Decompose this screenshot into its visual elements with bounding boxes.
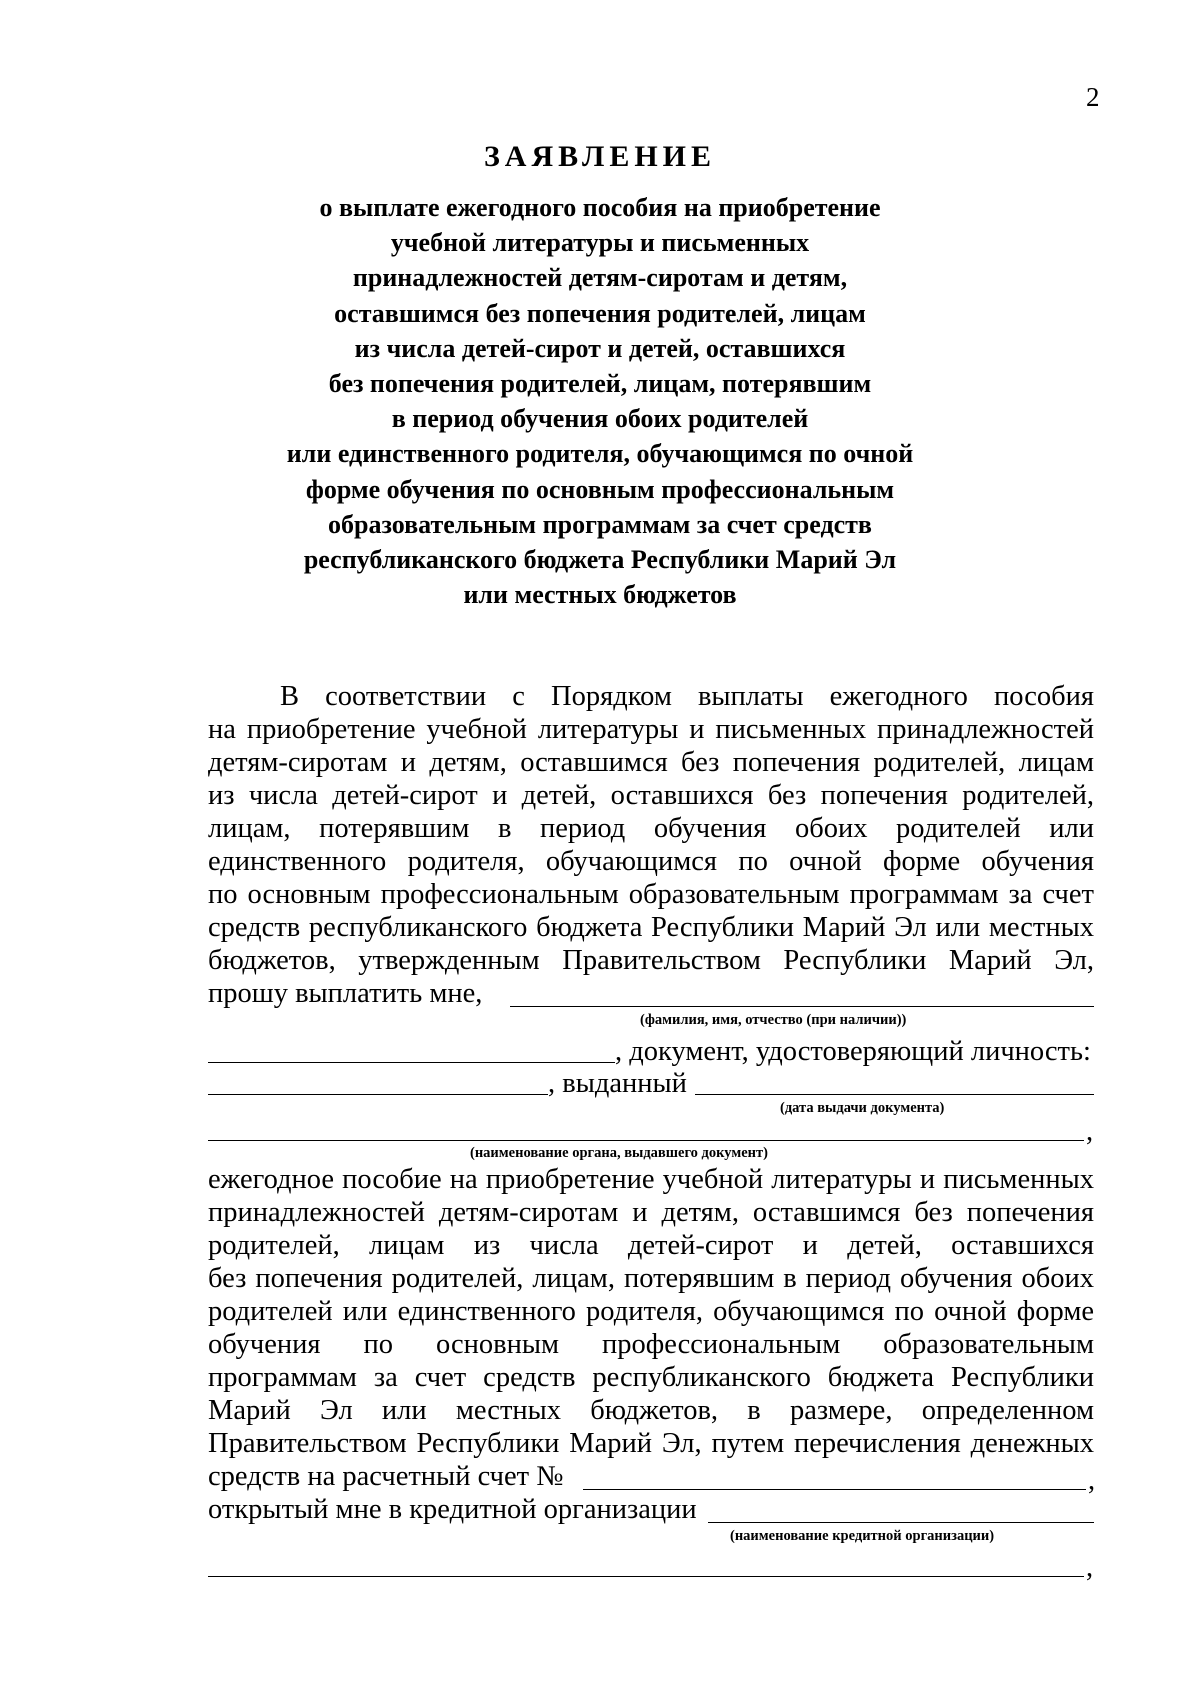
bank-name-field[interactable] xyxy=(708,1522,1094,1523)
identity-document-field[interactable] xyxy=(208,1062,615,1063)
account-prefix: средств на расчетный счет № xyxy=(208,1461,564,1492)
issuing-authority-field[interactable] xyxy=(208,1140,1084,1141)
issue-date-caption: (дата выдачи документа) xyxy=(780,1100,945,1116)
paragraph-line: на приобретение учебной литературы и письменных принадлежностей xyxy=(208,714,1094,745)
paragraph-line: детям-сиротам и детям, оставшимся без попечения родителей, лицам xyxy=(208,747,1094,778)
bank-prefix: открытый мне в кредитной организации xyxy=(208,1494,697,1525)
document-title: ЗАЯВЛЕНИЕ xyxy=(483,140,717,173)
document-subtitle xyxy=(0,190,1200,612)
document-number-field[interactable] xyxy=(208,1094,548,1095)
subtitle-line: без попечения родителей, лицам, потерявшим xyxy=(328,369,872,399)
subtitle-line: образовательным программам за счет средств xyxy=(328,509,872,539)
request-prefix: прошу выплатить мне, xyxy=(208,978,483,1009)
paragraph-line: из числа детей-сирот и детей, оставшихся без попечения родителей, xyxy=(208,780,1094,811)
subtitle-line: учебной литературы и письменных xyxy=(390,228,810,258)
paragraph-line: ежегодное пособие на приобретение учебной литературы и письменных xyxy=(208,1164,1094,1195)
subtitle-line: или местных бюджетов xyxy=(463,580,737,610)
subtitle-line: принадлежностей детям-сиротам и детям, xyxy=(352,263,848,293)
page-number: 2 xyxy=(1086,82,1100,112)
paragraph-basis xyxy=(208,680,1094,977)
paragraph-line: родителей или единственного родителя, обучающимся по очной форме xyxy=(208,1296,1094,1327)
issue-date-field[interactable] xyxy=(695,1094,1094,1095)
paragraph-line: программам за счет средств республиканского бюджета Республики xyxy=(208,1362,1094,1393)
subtitle-line: в период обучения обоих родителей xyxy=(391,404,809,434)
paragraph-line: Правительством Республики Марий Эл, путем перечисления денежных xyxy=(208,1428,1094,1459)
paragraph-line: обучения по основным профессиональным образовательным xyxy=(208,1329,1094,1360)
account-number-field[interactable] xyxy=(583,1489,1086,1490)
paragraph-line: средств республиканского бюджета Республики Марий Эл или местных xyxy=(208,912,1094,943)
comma: , xyxy=(1086,1552,1094,1583)
subtitle-line: из числа детей-сирот и детей, оставшихся xyxy=(354,333,846,363)
subtitle-line: о выплате ежегодного пособия на приобретение xyxy=(319,193,881,222)
paragraph-line: лицам, потерявшим в период обучения обоих родителей или xyxy=(208,813,1094,844)
identity-document-label: , документ, удостоверяющий личность: xyxy=(615,1036,1091,1067)
subtitle-line: оставшимся без попечения родителей, лицам xyxy=(334,298,866,328)
paragraph-line: по основным профессиональным образовательным программам за счет xyxy=(208,879,1094,910)
paragraph-request xyxy=(208,1163,1094,1460)
paragraph-line: бюджетов, утвержденным Правительством Республики Марий Эл, xyxy=(208,945,1094,976)
paragraph-line: единственного родителя, обучающимся по очной форме обучения xyxy=(208,846,1094,877)
paragraph-line: принадлежностей детям-сиротам и детям, оставшимся без попечения xyxy=(208,1197,1094,1228)
subtitle-line: республиканского бюджета Республики Марий Эл xyxy=(303,545,897,575)
bank-name-continuation-field[interactable] xyxy=(208,1576,1084,1577)
subtitle-line: форме обучения по основным профессиональным xyxy=(305,474,895,504)
comma: , xyxy=(1086,1116,1094,1147)
issuing-authority-caption: (наименование органа, выдавшего документ) xyxy=(470,1145,768,1161)
paragraph-line: без попечения родителей, лицам, потерявшим в период обучения обоих xyxy=(208,1263,1094,1294)
paragraph-line: Марий Эл или местных бюджетов, в размере, определенном xyxy=(208,1395,1094,1426)
full-name-field[interactable] xyxy=(510,1006,1094,1007)
issued-label: , выданный xyxy=(548,1068,687,1099)
full-name-caption: (фамилия, имя, отчество (при наличии)) xyxy=(640,1012,907,1028)
comma: , xyxy=(1088,1465,1096,1496)
paragraph-line: родителей, лицам из числа детей-сирот и детей, оставшихся xyxy=(208,1230,1094,1261)
subtitle-line: или единственного родителя, обучающимся по очной xyxy=(286,439,914,469)
paragraph-line: В соответствии с Порядком выплаты ежегодного пособия xyxy=(280,681,1094,712)
bank-name-caption: (наименование кредитной организации) xyxy=(730,1528,995,1544)
